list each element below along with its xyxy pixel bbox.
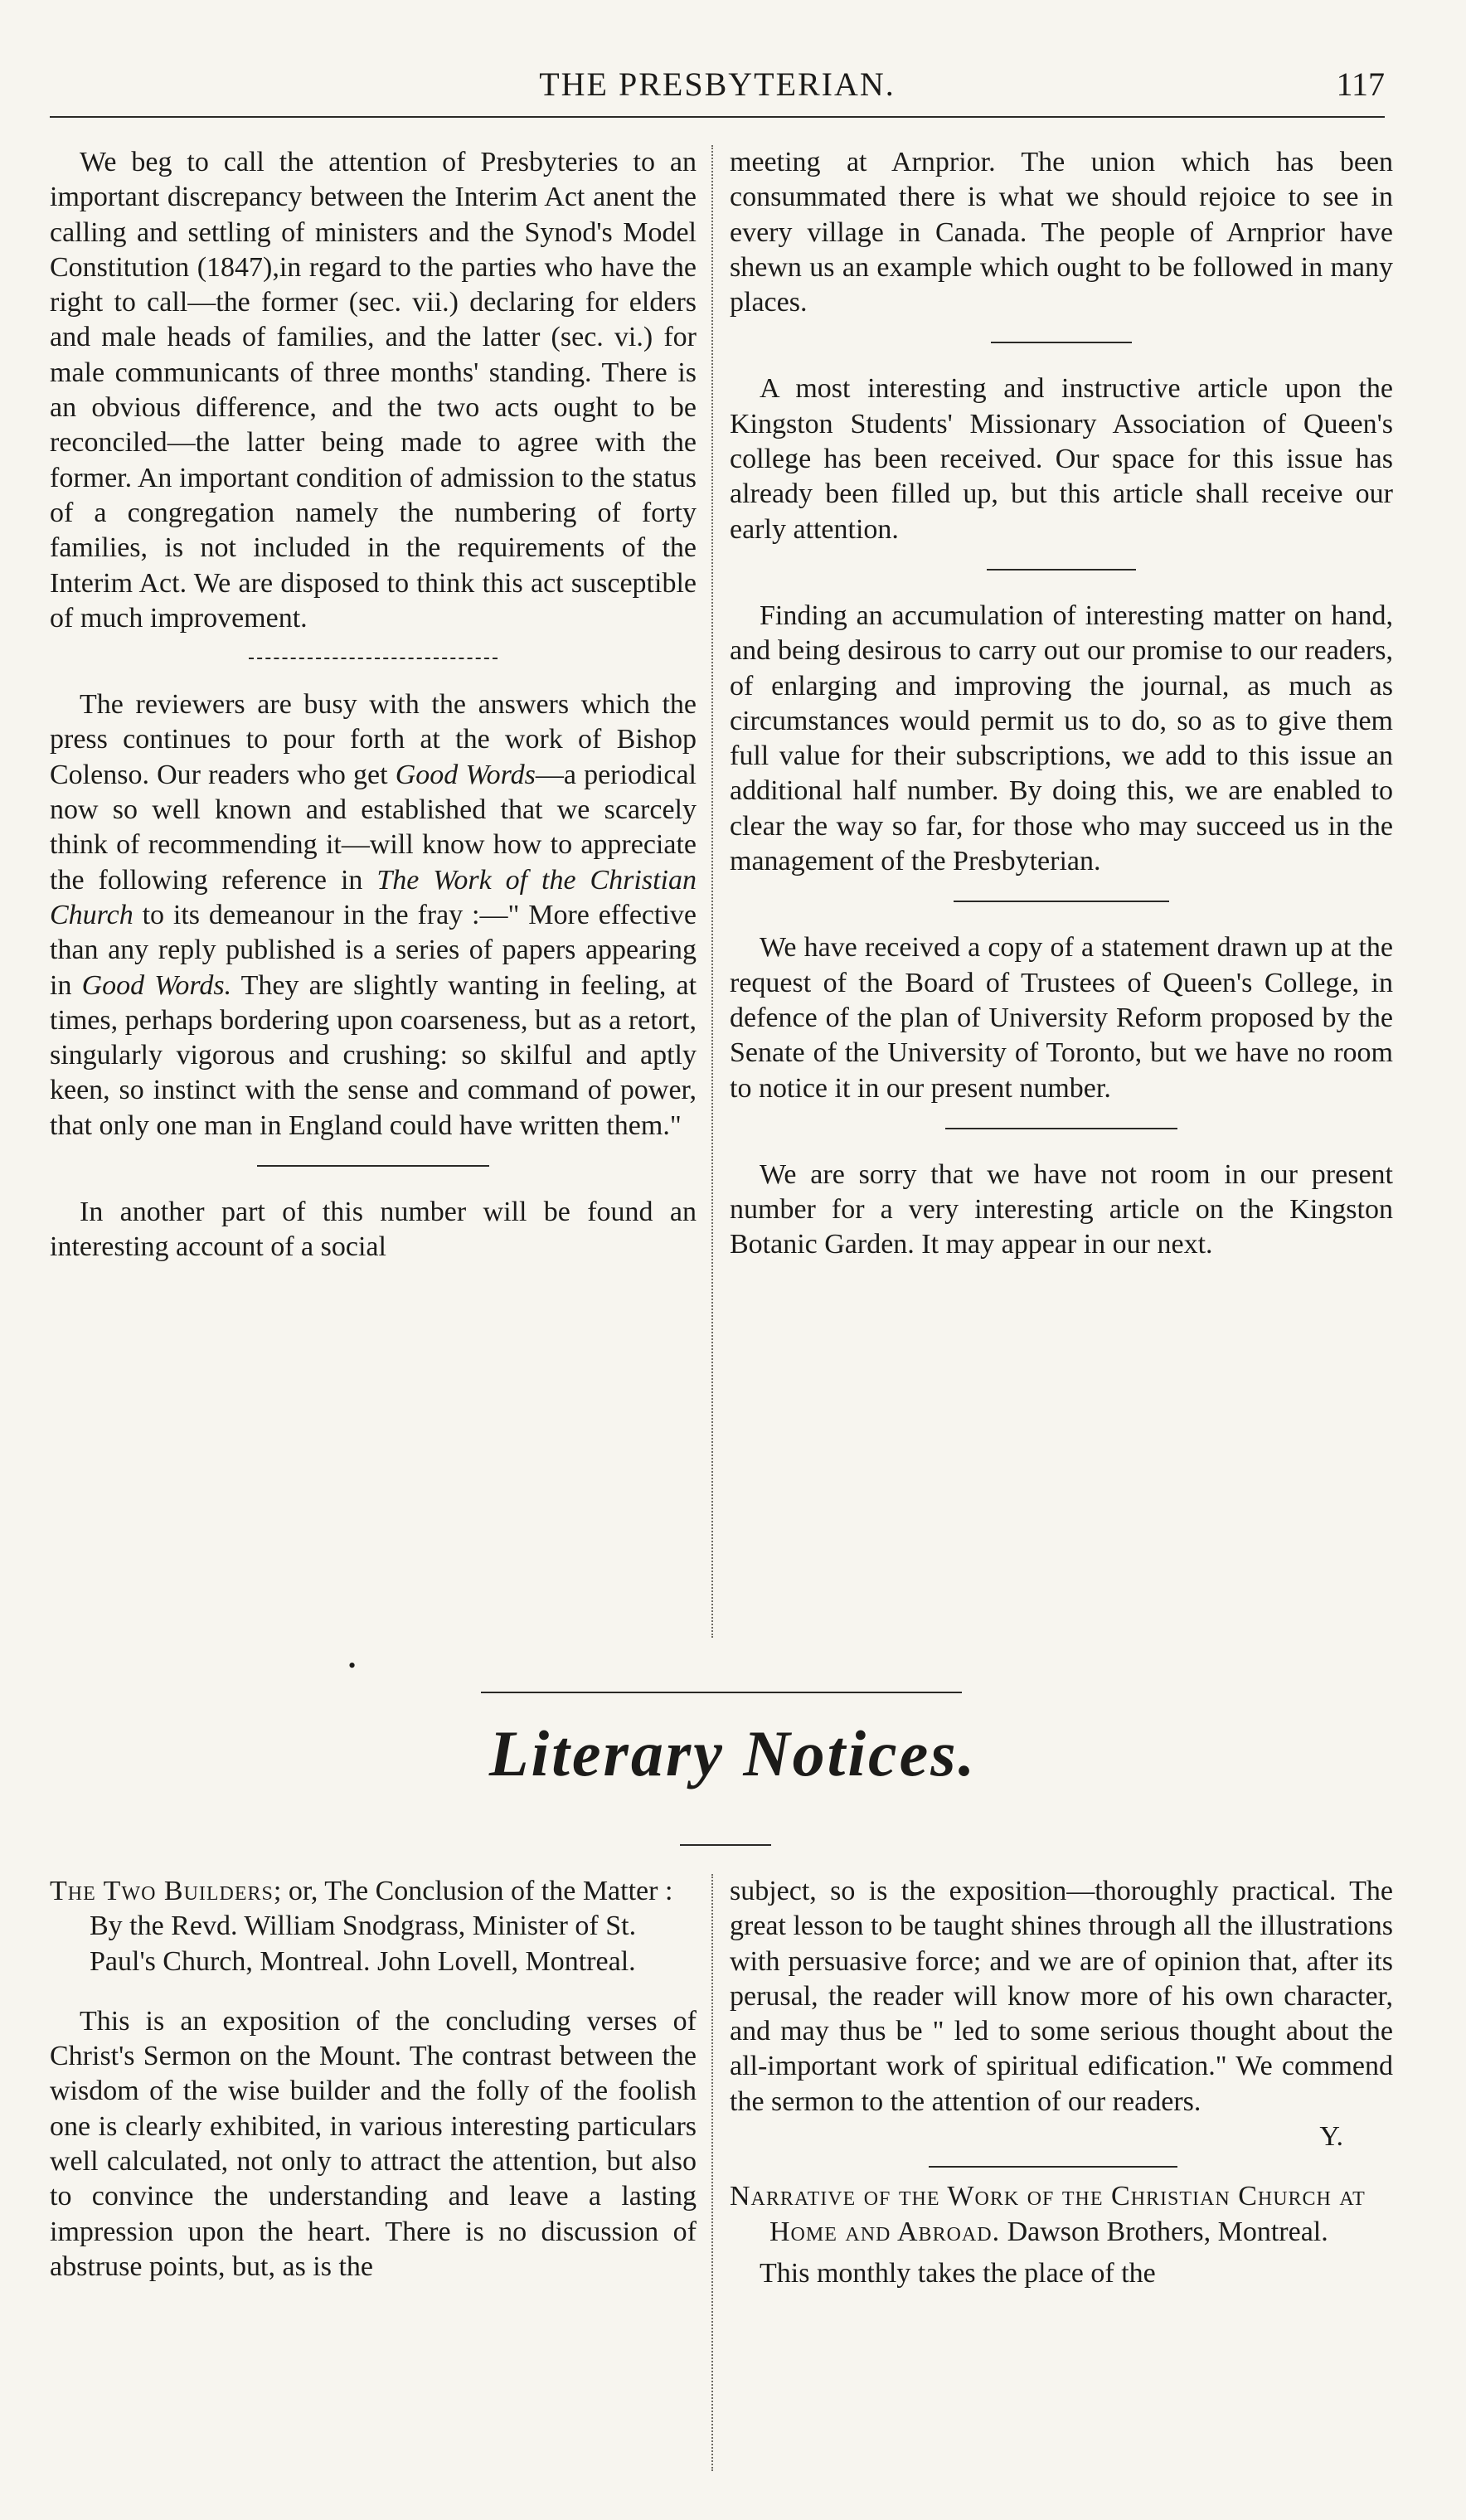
separator-rule: [257, 1165, 489, 1167]
running-header: [50, 58, 1385, 118]
page-number: 117: [1336, 66, 1385, 103]
paragraph-book-review-cont: subject, so is the exposition—thoroughly practical. The great lesson to be taught shines through all the illustrations with persuasive force; and we are of opinion that, after its perusal, the reader will know more of his own character, and may thus be " led to some serious thought about the all-important work of spiritual edification." We commend the sermon to the attention of our readers.: [730, 1876, 1393, 2117]
journal-title: THE PRESBYTERIAN.: [539, 66, 896, 103]
paragraph-botanic-garden: We are sorry that we have not room in our present number for a very interesting article on the Kingston Botanic Garden. It may appear in our next.: [730, 1158, 1393, 1260]
left-column: [50, 145, 697, 1265]
paragraph-social-account: In another part of this number will be found an interesting account of a social: [50, 1197, 697, 1263]
paragraph-reviewers: The reviewers are busy with the answers which the press continues to pour forth at the work of Bishop Colenso. Our readers who get Good Words—a periodical now so well known and established that we scarcely think of recommending it—will know how to appreciate the following reference in The Work of the Christian Church to its demeanour in the fray :—" More effective than any reply published is a series of papers appearing in Good Words. They are slightly wanting in feeling, at times, perhaps bordering upon coarseness, but as a retort, singularly vigorous and crushing: so skilful and aptly keen, so instinct with the sense and command of power, that only one man in England could have written them.": [50, 689, 697, 1141]
separator-rule: [954, 901, 1169, 902]
right-column: [730, 145, 1393, 1263]
section-rule: [481, 1692, 962, 1693]
paragraph-half-number: Finding an accumulation of interesting matter on hand, and being desirous to carry out our promise to our readers, of enlarging and improving the journal, as much as circumstances would permit us to do, so as to give them full value for their subscriptions, we add to this issue an additional half number. By doing this, we are enabled to clear the way so far, for those who may succeed us in the management of the Presbyterian.: [730, 600, 1393, 877]
ornament-mark: •: [348, 1653, 357, 1678]
separator-rule: [929, 2166, 1177, 2168]
section-title: Literary Notices.: [488, 1717, 978, 1789]
paragraph-arnprior: meeting at Arnprior. The union which has been consummated there is what we should rejoice to see in every village in Canada. The people of Arnprior have shewn us an example which ought to be followed in many places.: [730, 147, 1393, 318]
review-signoff-row: [730, 2119, 1393, 2154]
column-divider: [711, 145, 713, 1638]
paragraph-university-reform: We have received a copy of a statement drawn up at the request of the Board of Trustees of Queen's College, in defence of the plan of University Reform proposed by the Senate of the University of Toronto, but we have no room to notice it in our present number.: [730, 932, 1393, 1104]
separator-rule: [987, 569, 1136, 571]
column-divider: [711, 1874, 713, 2471]
paragraph-kingston-students: A most interesting and instructive article upon the Kingston Students' Missionary Association of Queen's college has been received. Our space for this issue has already been filled up, but this article shall receive our early attention.: [730, 373, 1393, 545]
paragraph-book-review: This is an exposition of the concluding verses of Christ's Sermon on the Mount. The contrast between the wisdom of the wise builder and the folly of the foolish one is clearly exhibited, in various interesting particulars well calculated, not only to attract the attention, but also to convince the understanding and leave a lasting impression upon the heart. There is no discussion of abstruse points, but, as is the: [50, 2005, 697, 2282]
book-heading: The Two Builders; or, The Conclusion of the Matter : By the Revd. William Snodgrass, Minister of St. Paul's Church, Montreal. John Lovell, Montreal.: [50, 1876, 673, 1977]
separator-rule: [945, 1128, 1177, 1129]
reviewer-initial: Y.: [1319, 2121, 1343, 2153]
section-rule: [680, 1844, 771, 1846]
separator-rule: [991, 342, 1132, 343]
separator-rule: [249, 658, 498, 659]
paragraph-monthly: This monthly takes the place of the: [760, 2257, 1156, 2289]
notices-right-column: [730, 1874, 1393, 2291]
notices-left-column: [50, 1874, 697, 2285]
book-heading: Narrative of the Work of the Christian Church at Home and Abroad. Dawson Brothers, Montreal.: [730, 2181, 1366, 2247]
paragraph-interim-act: We beg to call the attention of Presbyteries to an important discrepancy between the Interim Act anent the calling and settling of ministers and the Synod's Model Constitution (1847),in regard to the parties who have the right to call—the former (sec. vii.) declaring for elders and male heads of families, and the latter (sec. vi.) for male communicants of three months' standing. There is an obvious difference, and the two acts ought to be reconciled—the latter being made to agree with the former. An important condition of admission to the status of a congregation namely the numbering of forty families, is not included in the requirements of the Interim Act. We are disposed to think this act susceptible of much improvement.: [50, 147, 697, 634]
